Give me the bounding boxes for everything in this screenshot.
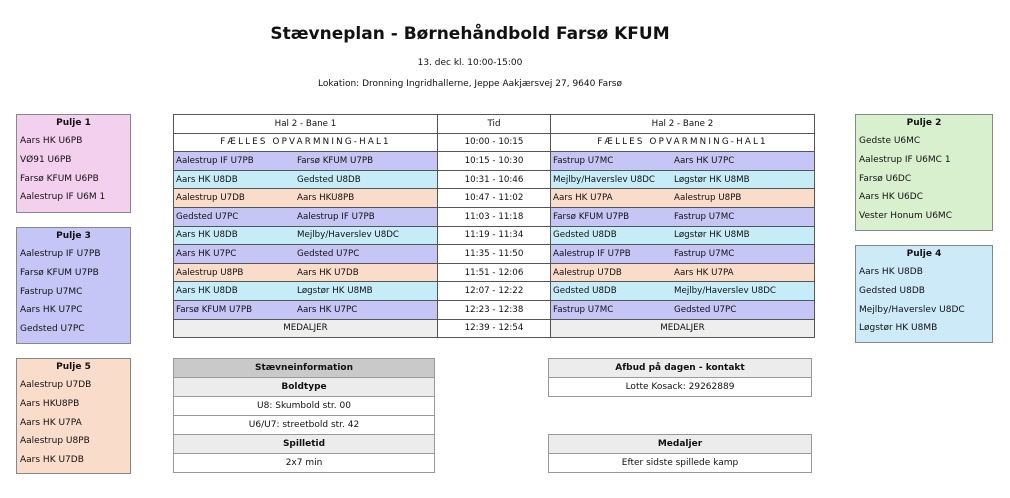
match-time: 11:03 - 11:18	[438, 207, 551, 226]
team-away: Gedsted U7PC	[297, 248, 360, 259]
team-away: Aars HK U7PC	[297, 304, 358, 315]
team-away: Aalestrup IF U7PB	[297, 211, 375, 222]
team-away: Aars HK U7DB	[297, 267, 359, 278]
team-away: Løgstør HK U8MB	[674, 174, 750, 185]
pool-team: Farsø KFUM U7PB	[20, 267, 99, 278]
pool-team: Fastrup U7MC	[20, 286, 83, 297]
pool-team: Løgstør HK U8MB	[859, 323, 938, 334]
pool-team: Aars HK U8DB	[859, 267, 923, 277]
team-home: Gedsted U7PC	[176, 211, 239, 222]
medals-title: Medaljer	[549, 435, 812, 454]
pool-team: Gedste U6MC	[859, 136, 921, 146]
pool-team: Gedsted U7PC	[20, 324, 85, 335]
pool-4-box	[855, 245, 993, 343]
team-home: Gedsted U8DB	[553, 286, 617, 297]
pool-title: Pulje 1	[56, 118, 91, 128]
team-away: Fastrup U7MC	[674, 211, 735, 222]
event-location: Lokation: Dronning Ingridhallerne, Jeppe Aakjærsvej 27, 9640 Farsø	[318, 79, 622, 89]
team-home: Farsø KFUM U7PB	[553, 211, 630, 222]
page-title: Stævneplan - Børnehåndbold Farsø KFUM	[270, 24, 670, 44]
pool-team: Aars HK U7DB	[20, 455, 84, 466]
match-time: 12:23 - 12:38	[438, 300, 551, 319]
schedule-row	[174, 300, 815, 319]
team-away: Aars HK U7PA	[674, 267, 734, 278]
playtime-value: 2x7 min	[174, 454, 435, 473]
time-header: Tid	[438, 115, 551, 134]
team-home: Aars HK U7PA	[553, 193, 613, 204]
team-away: Løgstør HK U8MB	[674, 230, 750, 241]
team-home: Farsø KFUM U7PB	[176, 304, 253, 315]
schedule-row	[174, 226, 815, 245]
pool-team: Aalestrup U7DB	[20, 380, 92, 390]
pool-team: VØ91 U6PB	[20, 154, 72, 165]
team-home: Aars HK U8DB	[176, 174, 238, 185]
team-home: Fastrup U7MC	[553, 155, 614, 166]
event-info-title: Stævneinformation	[174, 359, 435, 378]
schedule-row	[174, 152, 815, 171]
medals-time: 12:39 - 12:54	[438, 319, 551, 338]
team-home: Mejlby/Haverslev U8DC	[553, 174, 655, 185]
match-time: 11:51 - 12:06	[438, 263, 551, 282]
pool-title: Pulje 2	[906, 118, 942, 128]
medals-hal1: MEDALJER	[174, 319, 438, 338]
pool-team: Aars HK U6PB	[20, 136, 83, 146]
team-home: Aars HK U8DB	[176, 230, 238, 241]
match-schedule-table	[173, 114, 815, 338]
contact-table	[548, 358, 812, 397]
team-away: Gedsted U8DB	[297, 174, 361, 185]
pool-1-box	[16, 114, 131, 213]
team-away: Aars HKU8PB	[297, 193, 355, 204]
pool-team: Vester Honum U6MC	[859, 211, 952, 222]
medals-value: Efter sidste spillede kamp	[549, 454, 812, 473]
pool-team: Aalestrup IF U6M 1	[20, 192, 106, 203]
pool-title: Pulje 3	[56, 231, 91, 241]
pool-team: Aars HK U6DC	[859, 192, 923, 203]
playtime-label: Spilletid	[174, 435, 435, 454]
hal2-header: Hal 2 - Bane 2	[551, 115, 815, 134]
team-away: Mejlby/Haverslev U8DC	[297, 230, 399, 241]
schedule-row	[174, 245, 815, 264]
pool-team: Aars HK U7PC	[20, 305, 83, 316]
team-home: Aalestrup IF U7PB	[553, 248, 631, 259]
team-home: Gedsted U8DB	[553, 230, 617, 241]
pool-2-box	[855, 114, 993, 231]
team-away: Aalestrup U8PB	[674, 193, 742, 204]
team-home: Aalestrup U8PB	[176, 267, 244, 278]
schedule-row	[174, 282, 815, 301]
team-away: Løgstør HK U8MB	[297, 286, 373, 297]
match-time: 11:35 - 11:50	[438, 245, 551, 264]
pool-team: Farsø U6DC	[859, 173, 912, 184]
medals-table	[548, 434, 812, 473]
pool-team: Aalestrup U8PB	[20, 436, 90, 447]
match-time: 10:47 - 11:02	[438, 189, 551, 208]
event-info-table	[173, 358, 435, 473]
team-home: Aalestrup U7DB	[176, 193, 245, 204]
balltype-u67: U6/U7: streetbold str. 42	[174, 416, 435, 435]
match-time: 11:19 - 11:34	[438, 226, 551, 245]
match-time: 10:15 - 10:30	[438, 152, 551, 171]
team-away: Farsø KFUM U7PB	[297, 155, 374, 166]
team-home: Aalestrup IF U7PB	[176, 155, 254, 166]
pool-team: Farsø KFUM U6PB	[20, 173, 99, 184]
team-away: Fastrup U7MC	[674, 248, 735, 259]
team-away: Aars HK U7PC	[674, 155, 735, 166]
pool-3-box	[16, 227, 131, 344]
pool-title: Pulje 4	[906, 249, 942, 259]
warmup-hal2: FÆLLES OPVARMNING-HAL1	[551, 133, 815, 152]
team-home: Aars HK U8DB	[176, 286, 238, 297]
hal1-header: Hal 2 - Bane 1	[174, 115, 438, 134]
contact-value: Lotte Kosack: 29262889	[549, 378, 812, 397]
schedule-row	[174, 170, 815, 189]
medals-hal2: MEDALJER	[551, 319, 815, 338]
balltype-label: Boldtype	[174, 378, 435, 397]
team-home: Aars HK U7PC	[176, 248, 237, 259]
pool-team: Aars HKU8PB	[20, 398, 80, 409]
pool-5-box	[16, 358, 131, 474]
pool-team: Aalestrup IF U7PB	[20, 249, 101, 259]
schedule-row	[174, 189, 815, 208]
contact-title: Afbud på dagen - kontakt	[549, 359, 812, 378]
pool-team: Mejlby/Haverslev U8DC	[859, 304, 965, 315]
pool-team: Aars HK U7PA	[20, 417, 82, 428]
warmup-time: 10:00 - 10:15	[438, 133, 551, 152]
team-away: Gedsted U7PC	[674, 304, 737, 315]
schedule-row	[174, 263, 815, 282]
team-away: Mejlby/Haverslev U8DC	[674, 286, 776, 297]
pool-team: Aalestrup IF U6MC 1	[859, 154, 951, 165]
warmup-hal1: FÆLLES OPVARMNING-HAL1	[174, 133, 438, 152]
match-time: 12:07 - 12:22	[438, 282, 551, 301]
pool-team: Gedsted U8DB	[859, 285, 925, 296]
event-date: 13. dec kl. 10:00-15:00	[417, 58, 523, 68]
pool-title: Pulje 5	[56, 362, 91, 372]
team-home: Aalestrup U7DB	[553, 267, 622, 278]
schedule-row	[174, 207, 815, 226]
balltype-u8: U8: Skumbold str. 00	[174, 397, 435, 416]
team-home: Fastrup U7MC	[553, 304, 614, 315]
match-time: 10:31 - 10:46	[438, 170, 551, 189]
